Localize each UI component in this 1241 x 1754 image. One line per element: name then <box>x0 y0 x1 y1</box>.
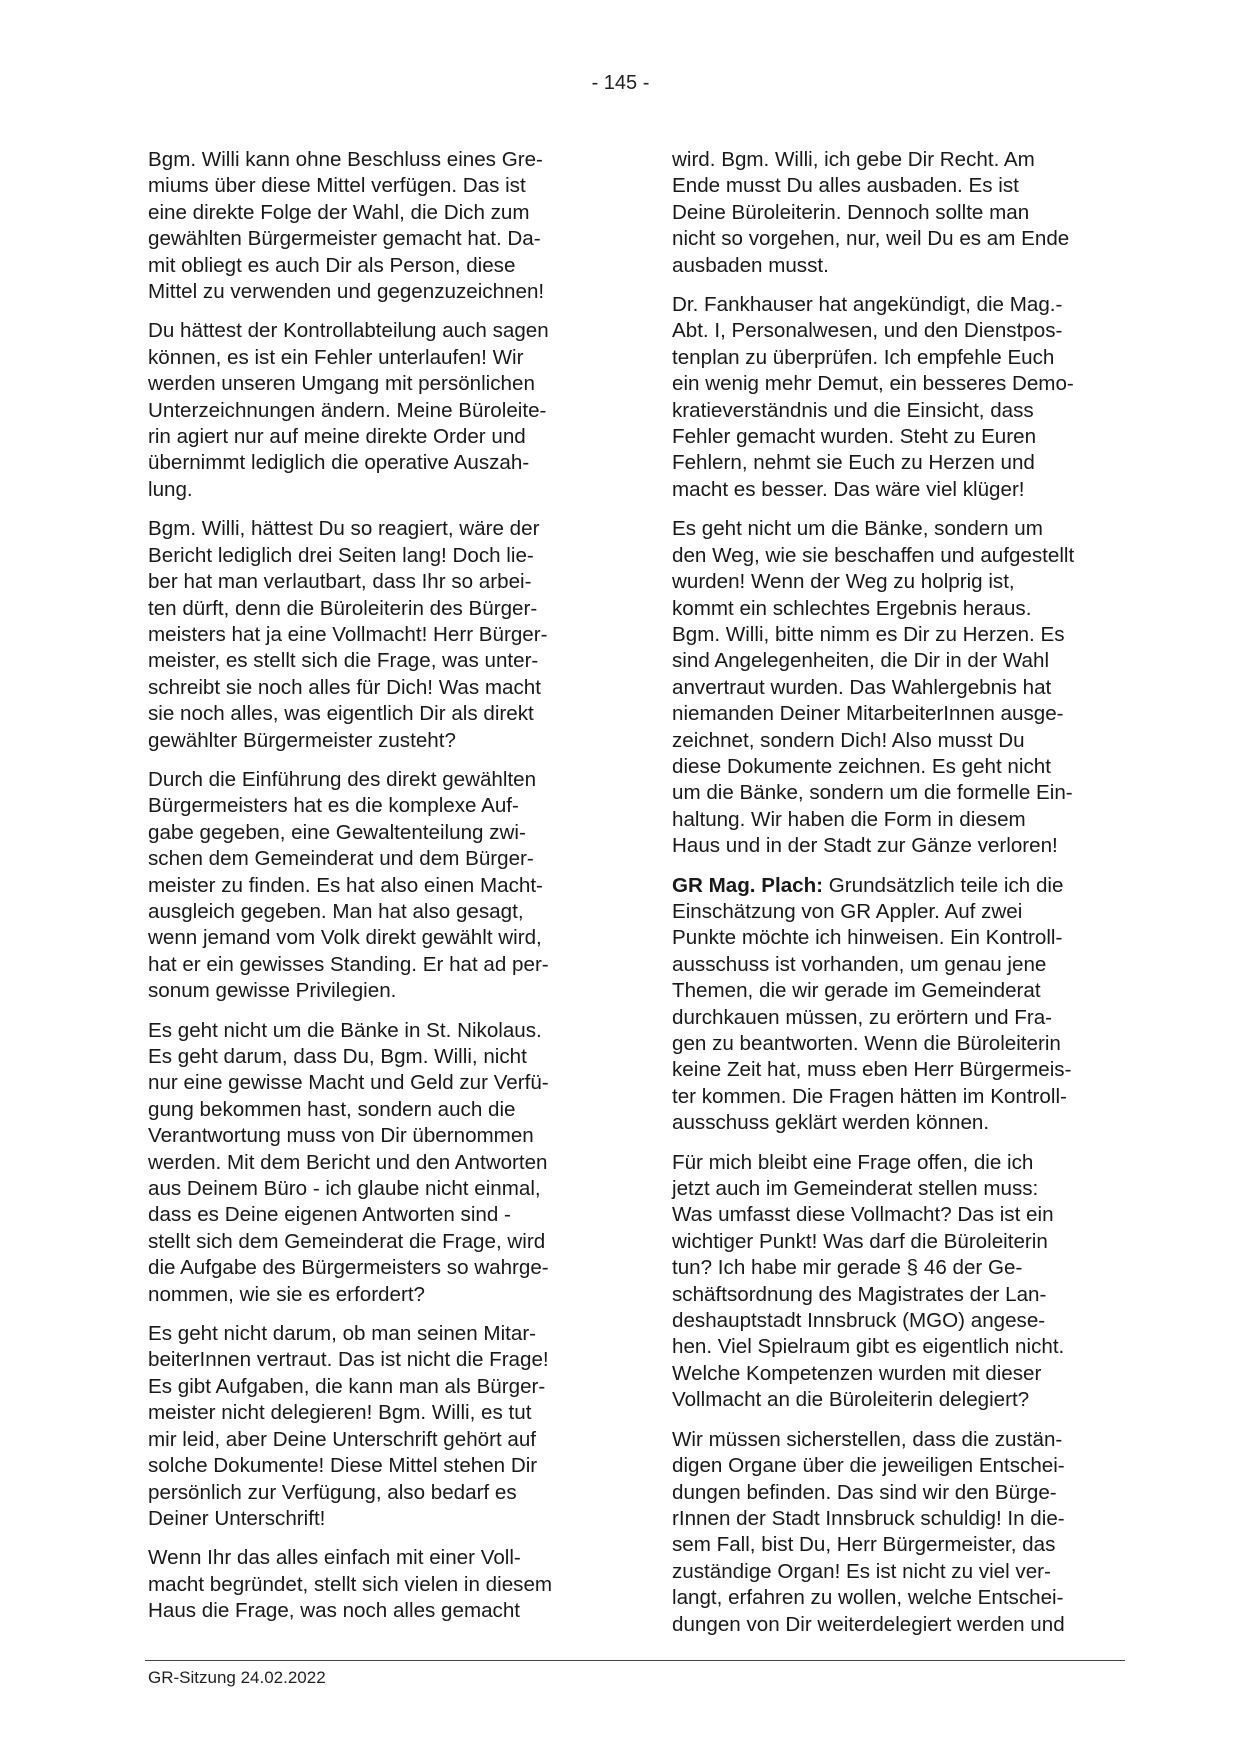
paragraph: Es geht nicht darum, ob man seinen Mitar- beiterInnen vertraut. Das ist nicht die Frage! Es gibt Aufgaben, die kann man als Bürger- meister nicht delegieren! Bgm. Willi, es tut mir leid, aber Deine Unterschrift gehört auf solche Dokumente! Diese Mittel stehen Dir persönlich zur Verfügung, also bedarf es Deiner Unterschrift! <box>148 1322 549 1530</box>
footer-divider <box>145 1660 1125 1661</box>
left-column <box>148 147 594 1638</box>
right-column <box>672 147 1118 1651</box>
paragraph: Bgm. Willi, hättest Du so reagiert, wäre der Bericht lediglich drei Seiten lang! Doch lie- ber hat man verlautbart, dass Ihr so arbei- ten dürft, denn die Büroleiterin des Bürger- meisters hat ja eine Vollmacht! Herr Bürger- meister, es stellt sich die Frage, was unter- schreibt sie noch alles für Dich! Was macht sie noch alles, was eigentlich Dir als direkt gewählter Bürgermeister zusteht? <box>148 517 548 752</box>
paragraph: Für mich bleibt eine Frage offen, die ich jetzt auch im Gemeinderat stellen muss: Was umfasst diese Vollmacht? Das ist ein wichtiger Punkt! Was darf die Büroleiterin tun? Ich habe mir gerade § 46 der Ge- schäftsordnung des Magistrates der Lan- deshauptstadt Innsbruck (MGO) angese- hen. Viel Spielraum gibt es eigentlich nicht. Welche Kompetenzen wurden mit dieser Vollmacht an die Büroleiterin delegiert? <box>672 1150 1065 1412</box>
paragraph: Bgm. Willi kann ohne Beschluss eines Gre- miums über diese Mittel verfügen. Das ist eine direkte Folge der Wahl, die Dich zum gewählten Bürgermeister gemacht hat. Da- mit obliegt es auch Dir als Person, diese Mittel zu verwenden und gegenzuzeichnen! <box>148 148 545 304</box>
paragraph: Wenn Ihr das alles einfach mit einer Voll- macht begründet, stellt sich vielen in diesem Haus die Frage, was noch alles gemacht <box>148 1546 553 1623</box>
paragraph: Es geht nicht um die Bänke in St. Nikolaus. Es geht darum, dass Du, Bgm. Willi, nicht nur eine gewisse Macht und Geld zur Verfü- gung bekommen hast, sondern auch die Verantwortung muss von Dir übernommen werden. Mit dem Bericht und den Antworten aus Deinem Büro - ich glaube nicht einmal, dass es Deine eigenen Antworten sind - stellt sich dem Gemeinderat die Frage, wird die Aufgabe des Bürgermeisters so wahrge- nommen, wie sie es erfordert? <box>148 1018 549 1306</box>
speaker-text: Grundsätzlich teile ich die Einschätzung von GR Appler. Auf zwei Punkte möchte ich hinweisen. Ein Kontroll- ausschuss ist vorhanden, um genau jene Themen, die wir gerade im Gemeinderat durchkauen müssen, zu erörtern und Fra- gen zu beantworten. Wenn die Büroleiterin keine Zeit hat, muss eben Herr Bürgermeis- ter kommen. Die Fragen hätten im Kontroll- ausschuss geklärt werden können. <box>672 873 1072 1135</box>
footer-session-date: GR-Sitzung 24.02.2022 <box>148 1668 326 1687</box>
paragraph: wird. Bgm. Willi, ich gebe Dir Recht. Am Ende musst Du alles ausbaden. Es ist Deine Büroleiterin. Dennoch sollte man nicht so vorgehen, nur, weil Du es am Ende ausbaden musst. <box>672 148 1070 277</box>
paragraph: Durch die Einführung des direkt gewählten Bürgermeisters hat es die komplexe Auf- gabe gegeben, eine Gewaltenteilung zwi- schen dem Gemeinderat und dem Bürger- meister zu finden. Es hat also einen Macht- ausgleich gegeben. Man hat also gesagt, wenn jemand vom Volk direkt gewählt wird, hat er ein gewisses Standing. Er hat ad per- sonum gewisse Privilegien. <box>148 767 549 1003</box>
speaker-name: GR Mag. Plach: <box>672 873 824 897</box>
paragraph: Du hättest der Kontrollabteilung auch sagen können, es ist ein Fehler unterlaufen! Wir werden unseren Umgang mit persönlichen Unterzeichnungen ändern. Meine Büroleite- rin agiert nur auf meine direkte Order und übernimmt lediglich die operative Auszah- lung. <box>148 319 549 501</box>
page-number: - 145 - <box>591 72 650 94</box>
paragraph: Dr. Fankhauser hat angekündigt, die Mag.- Abt. I, Personalwesen, und den Dienstpos- tenplan zu überprüfen. Ich empfehle Euch ein wenig mehr Demut, ein besseres Demo- kratieverständnis und die Einsicht, dass Fehler gemacht wurden. Steht zu Euren Fehlern, nehmt sie Euch zu Herzen und macht es besser. Das wäre viel klüger! <box>672 293 1074 501</box>
paragraph: Es geht nicht um die Bänke, sondern um den Weg, wie sie beschaffen und aufgestellt wurden! Wenn der Weg zu holprig ist, kommt ein schlechtes Ergebnis heraus. Bgm. Willi, bitte nimm es Dir zu Herzen. Es sind Angelegenheiten, die Dir in der Wahl anvertraut wurden. Das Wahlergebnis hat niemanden Deiner MitarbeiterInnen ausge- zeichnet, sondern Dich! Also musst Du diese Dokumente zeichnen. Es geht nicht um die Bänke, sondern um die formelle Ein- haltung. Wir haben die Form in diesem Haus und in der Stadt zur Gänze verloren! <box>672 517 1075 858</box>
paragraph: Wir müssen sicherstellen, dass die zustän- digen Organe über die jeweiligen Entschei- dungen befinden. Das sind wir den Bürge- rInnen der Stadt Innsbruck schuldig! In die- sem Fall, bist Du, Herr Bürgermeister, das zuständige Organ! Es ist nicht zu viel ver- langt, erfahren zu wollen, welche Entschei- dungen von Dir weiterdelegiert werden und <box>672 1427 1065 1636</box>
speaker-paragraph <box>672 873 1118 1137</box>
